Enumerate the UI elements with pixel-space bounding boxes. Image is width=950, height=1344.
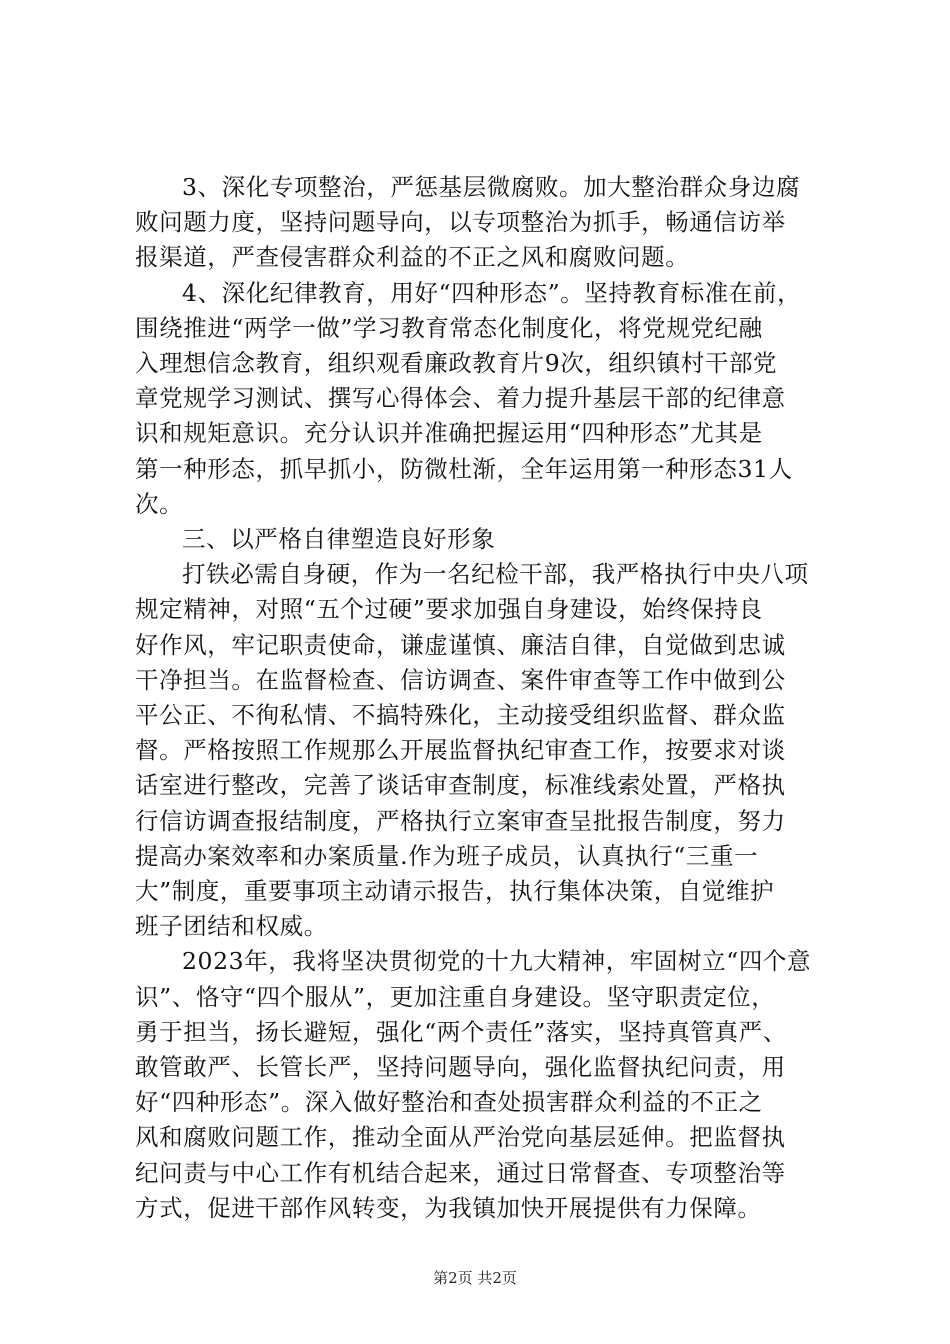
paragraph-discipline-education: 4、深化纪律教育，用好“四种形态”。坚持教育标准在前， 围绕推进“两学一做”学习教育常态化制度化，将党规党纪融 入理想信念教育，组织观看廉政教育片9次，组织镇村干部党 章党规学习测试、撰写心得体会、着力提升基层干部的纪律意 识和规矩意识。充分认识并准确把握运用“四种形态”尤其是 第一种形态，抓早抓小，防微杜渐，全年运用第一种形态31人 次。 [135, 278, 802, 518]
document-body [135, 170, 825, 1226]
paragraph-2023-plan: 2023年，我将坚决贯彻党的十九大精神，牢固树立“四个意 识”、恪守“四个服从”，更加注重自身建设。坚守职责定位， 勇于担当，扬长避短，强化“两个责任”落实，坚持真管真严、 敢管敢严、长管长严，坚持问题导向，强化监督执纪问责，用 好“四种形态”。深入做好整治和查处损害群众利益的不正之 风和腐败问题工作，推动全面从严治党向基层延伸。把监督执 纪问责与中心工作有机结合起来，通过日常督查、专项整治等 方式，促进干部作风转变，为我镇加快开展提供有力保障。 [135, 947, 812, 1222]
page-number: 第2页 共2页 [433, 1269, 517, 1287]
paragraph-self-discipline: 打铁必需自身硬，作为一名纪检干部，我严格执行中央八项 规定精神，对照“五个过硬”要求加强自身建设，始终保持良 好作风，牢记职责使命，谦虚谨慎、廉洁自律，自觉做到忠诚 干净担当。在监督检查、信访调查、案件审查等工作中做到公 平公正、不徇私情、不搞特殊化，主动接受组织监督、群众监 督。严格按照工作规那么开展监督执纪审查工作，按要求对谈 话室进行整改，完善了谈话审查制度，标准线索处置，严格执 行信访调查报结制度，严格执行立案审查呈批报告制度，努力 提高办案效率和办案质量.作为班子成员，认真执行“三重一 大”制度，重要事项主动请示报告，执行集体决策，自觉维护 班子团结和权威。 [135, 560, 809, 941]
paragraph-special-rectification: 3、深化专项整治，严惩基层微腐败。加大整治群众身边腐 败问题力度，坚持问题导向，以专项整治为抓手，畅通信访举 报渠道，严查侵害群众利益的不正之风和腐败问题。 [135, 173, 801, 272]
section-heading-self-discipline: 三、以严格自律塑造良好形象 [182, 525, 496, 554]
